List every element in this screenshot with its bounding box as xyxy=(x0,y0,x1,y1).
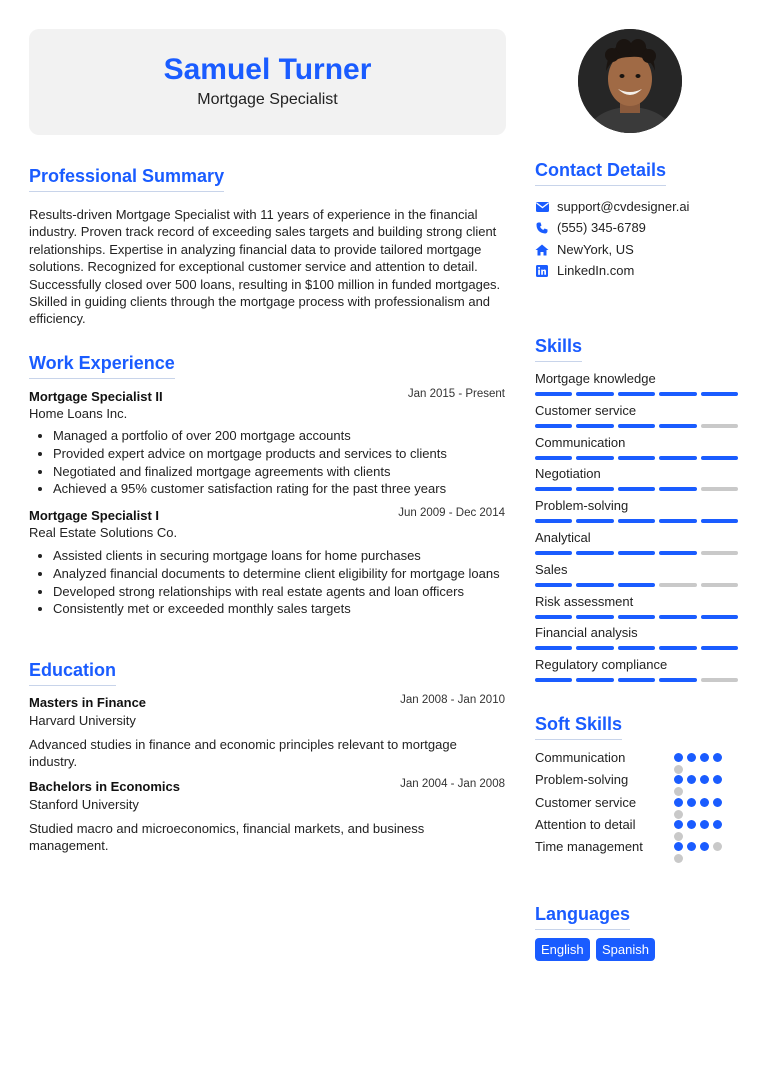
skill-name: Problem-solving xyxy=(535,498,629,514)
education-heading: Education xyxy=(29,660,116,686)
skill-level-segment xyxy=(659,519,696,523)
candidate-role: Mortgage Specialist xyxy=(197,91,338,108)
skill-level-segment xyxy=(535,615,572,619)
phone-icon xyxy=(535,221,549,235)
skill-level-bar xyxy=(535,678,738,682)
degree-dates: Jan 2008 - Jan 2010 xyxy=(400,694,505,706)
skill-level-segment xyxy=(535,487,572,491)
list-item: • Analyzed financial documents to determine client eligibility for mortgage loans xyxy=(53,565,513,583)
rating-dot xyxy=(674,820,683,829)
rating-dot xyxy=(687,820,696,829)
rating-dot xyxy=(674,798,683,807)
skill-level-segment xyxy=(576,487,613,491)
skill-level-segment xyxy=(618,456,655,460)
rating-dot xyxy=(674,832,683,841)
summary-text: Results-driven Mortgage Specialist with 11 years of experience in the financial industry. Proven track record of exceeding sales targets and building strong client relationships. Expertise in analyzing financial data to provide tailored mortgage solutions. Recognized for exceptional customer service and attention to detail. Successfully closed over 500 loans, resulting in $100 million in funded mortgages. Skilled in guiding clients through the mortgage process with professionalism and efficiency. xyxy=(29,207,501,327)
skill-name: Sales xyxy=(535,561,568,577)
job-dates: Jun 2009 - Dec 2014 xyxy=(398,507,505,519)
degree-title: Masters in Finance xyxy=(29,695,147,710)
rating-dot xyxy=(713,798,722,807)
list-item: • Provided expert advice on mortgage products and services to clients xyxy=(53,445,513,463)
rating-dot xyxy=(713,753,722,762)
skill-name: Negotiation xyxy=(535,466,601,482)
skill-level-segment xyxy=(618,678,655,682)
skill-name: Mortgage knowledge xyxy=(535,371,656,386)
soft-skill-rating xyxy=(674,753,730,774)
rating-dot xyxy=(700,775,709,784)
skill-level-segment xyxy=(618,646,655,650)
rating-dot xyxy=(674,842,683,851)
skill-level-segment xyxy=(535,424,572,428)
skill-level-segment xyxy=(618,519,655,523)
header-box xyxy=(29,29,506,135)
rating-dot xyxy=(674,854,683,863)
skill-level-segment xyxy=(535,678,572,682)
skill-level-segment xyxy=(659,646,696,650)
soft-skill-rating xyxy=(674,820,730,841)
soft-skill-name: Time management xyxy=(535,839,643,855)
school-name: Stanford University xyxy=(29,797,139,812)
rating-dot xyxy=(674,787,683,796)
linkedin-icon xyxy=(535,264,549,278)
skill-level-segment xyxy=(701,678,738,682)
skill-level-segment xyxy=(576,424,613,428)
skill-level-segment xyxy=(618,615,655,619)
degree-title: Bachelors in Economics xyxy=(29,779,180,794)
skill-level-segment xyxy=(576,678,613,682)
skill-level-segment xyxy=(701,519,738,523)
soft-skill-name: Communication xyxy=(535,750,626,765)
rating-dot xyxy=(674,810,683,819)
job-bullets xyxy=(29,427,513,498)
language-chip: Spanish xyxy=(596,938,655,961)
skill-level-segment xyxy=(576,519,613,523)
home-icon xyxy=(535,243,549,257)
skill-level-segment xyxy=(659,424,696,428)
skill-level-segment xyxy=(701,424,738,428)
skill-level-segment xyxy=(701,615,738,619)
contact-email-text[interactable]: support@cvdesigner.ai xyxy=(557,199,690,214)
rating-dot xyxy=(700,842,709,851)
school-name: Harvard University xyxy=(29,713,136,728)
job-title: Mortgage Specialist I xyxy=(29,508,160,523)
soft-skill-name: Problem-solving xyxy=(535,772,629,788)
contact-linkedin xyxy=(535,263,634,278)
skill-level-segment xyxy=(576,392,613,396)
skill-level-segment xyxy=(576,583,613,587)
skill-level-segment xyxy=(535,519,572,523)
contact-location xyxy=(535,242,634,257)
rating-dot xyxy=(700,820,709,829)
skill-level-segment xyxy=(659,615,696,619)
rating-dot xyxy=(713,775,722,784)
skill-level-segment xyxy=(576,646,613,650)
contact-heading: Contact Details xyxy=(535,160,666,186)
list-item: • Managed a portfolio of over 200 mortgage accounts xyxy=(53,427,513,445)
skill-level-segment xyxy=(701,551,738,555)
language-chip: English xyxy=(535,938,590,961)
skill-level-bar xyxy=(535,646,738,650)
skill-level-segment xyxy=(576,615,613,619)
skill-name: Customer service xyxy=(535,402,637,418)
rating-dot xyxy=(700,798,709,807)
skill-level-bar xyxy=(535,456,738,460)
rating-dot xyxy=(674,753,683,762)
rating-dot xyxy=(713,820,722,829)
rating-dot xyxy=(687,753,696,762)
rating-dot xyxy=(713,842,722,851)
skill-level-segment xyxy=(659,583,696,587)
job-dates: Jan 2015 - Present xyxy=(407,388,505,400)
skill-level-bar xyxy=(535,583,738,587)
languages-heading: Languages xyxy=(535,904,630,930)
skill-level-segment xyxy=(618,487,655,491)
skill-level-segment xyxy=(535,583,572,587)
job-company: Home Loans Inc. xyxy=(29,406,128,421)
list-item: • Negotiated and finalized mortgage agreements with clients xyxy=(53,463,513,481)
skill-level-segment xyxy=(659,678,696,682)
skill-level-segment xyxy=(618,551,655,555)
skill-level-bar xyxy=(535,487,738,491)
skill-level-bar xyxy=(535,615,738,619)
skill-name: Risk assessment xyxy=(535,593,634,609)
soft-skill-rating xyxy=(674,775,730,796)
skill-level-segment xyxy=(659,392,696,396)
list-item: • Achieved a 95% customer satisfaction rating for the past three years xyxy=(53,480,513,498)
skill-level-bar xyxy=(535,424,738,428)
rating-dot xyxy=(674,765,683,774)
skill-level-segment xyxy=(576,456,613,460)
candidate-name: Samuel Turner xyxy=(163,53,372,86)
skill-level-segment xyxy=(659,551,696,555)
degree-dates: Jan 2004 - Jan 2008 xyxy=(400,778,505,790)
soft-skill-name: Attention to detail xyxy=(535,816,636,832)
contact-email xyxy=(535,199,689,214)
list-item: • Assisted clients in securing mortgage loans for home purchases xyxy=(53,547,513,565)
rating-dot xyxy=(687,842,696,851)
skill-level-bar xyxy=(535,551,738,555)
skill-name: Regulatory compliance xyxy=(535,657,668,673)
rating-dot xyxy=(687,798,696,807)
skill-level-segment xyxy=(701,456,738,460)
skill-level-segment xyxy=(535,392,572,396)
skill-level-segment xyxy=(701,392,738,396)
list-item: • Consistently met or exceeded monthly sales targets xyxy=(53,600,513,618)
experience-heading: Work Experience xyxy=(29,353,175,379)
job-title: Mortgage Specialist II xyxy=(29,389,163,404)
skill-level-segment xyxy=(618,583,655,587)
skill-level-segment xyxy=(535,456,572,460)
soft-skill-rating xyxy=(674,842,730,863)
contact-linkedin-text[interactable]: LinkedIn.com xyxy=(557,263,635,278)
skill-level-segment xyxy=(701,487,738,491)
skill-level-segment xyxy=(535,551,572,555)
skill-level-segment xyxy=(659,487,696,491)
skill-name: Financial analysis xyxy=(535,625,638,641)
skill-level-segment xyxy=(701,583,738,587)
contact-phone xyxy=(535,220,646,235)
skill-level-segment xyxy=(618,392,655,396)
list-item: • Developed strong relationships with real estate agents and loan officers xyxy=(53,583,513,601)
summary-heading: Professional Summary xyxy=(29,166,224,192)
skill-level-segment xyxy=(701,646,738,650)
skill-name: Analytical xyxy=(535,530,591,545)
skill-name: Communication xyxy=(535,434,626,450)
profile-photo xyxy=(578,29,682,133)
job-company: Real Estate Solutions Co. xyxy=(29,525,178,540)
skill-level-segment xyxy=(576,551,613,555)
soft-skills-heading: Soft Skills xyxy=(535,714,622,740)
skill-level-segment xyxy=(659,456,696,460)
degree-description: Advanced studies in finance and economic principles relevant to mortgage industry. xyxy=(29,737,457,770)
rating-dot xyxy=(700,753,709,762)
contact-location-text: NewYork, US xyxy=(557,242,634,257)
skill-level-bar xyxy=(535,519,738,523)
rating-dot xyxy=(674,775,683,784)
avatar-portrait xyxy=(578,29,682,133)
envelope-icon xyxy=(535,200,549,214)
skill-level-bar xyxy=(535,392,738,396)
soft-skill-rating xyxy=(674,798,730,819)
job-bullets xyxy=(29,547,513,618)
skill-level-segment xyxy=(535,646,572,650)
skills-heading: Skills xyxy=(535,336,582,362)
contact-phone-text[interactable]: (555) 345-6789 xyxy=(557,220,646,235)
degree-description: Studied macro and microeconomics, financial markets, and business management. xyxy=(29,821,425,854)
soft-skill-name: Customer service xyxy=(535,794,637,810)
rating-dot xyxy=(687,775,696,784)
skill-level-segment xyxy=(618,424,655,428)
